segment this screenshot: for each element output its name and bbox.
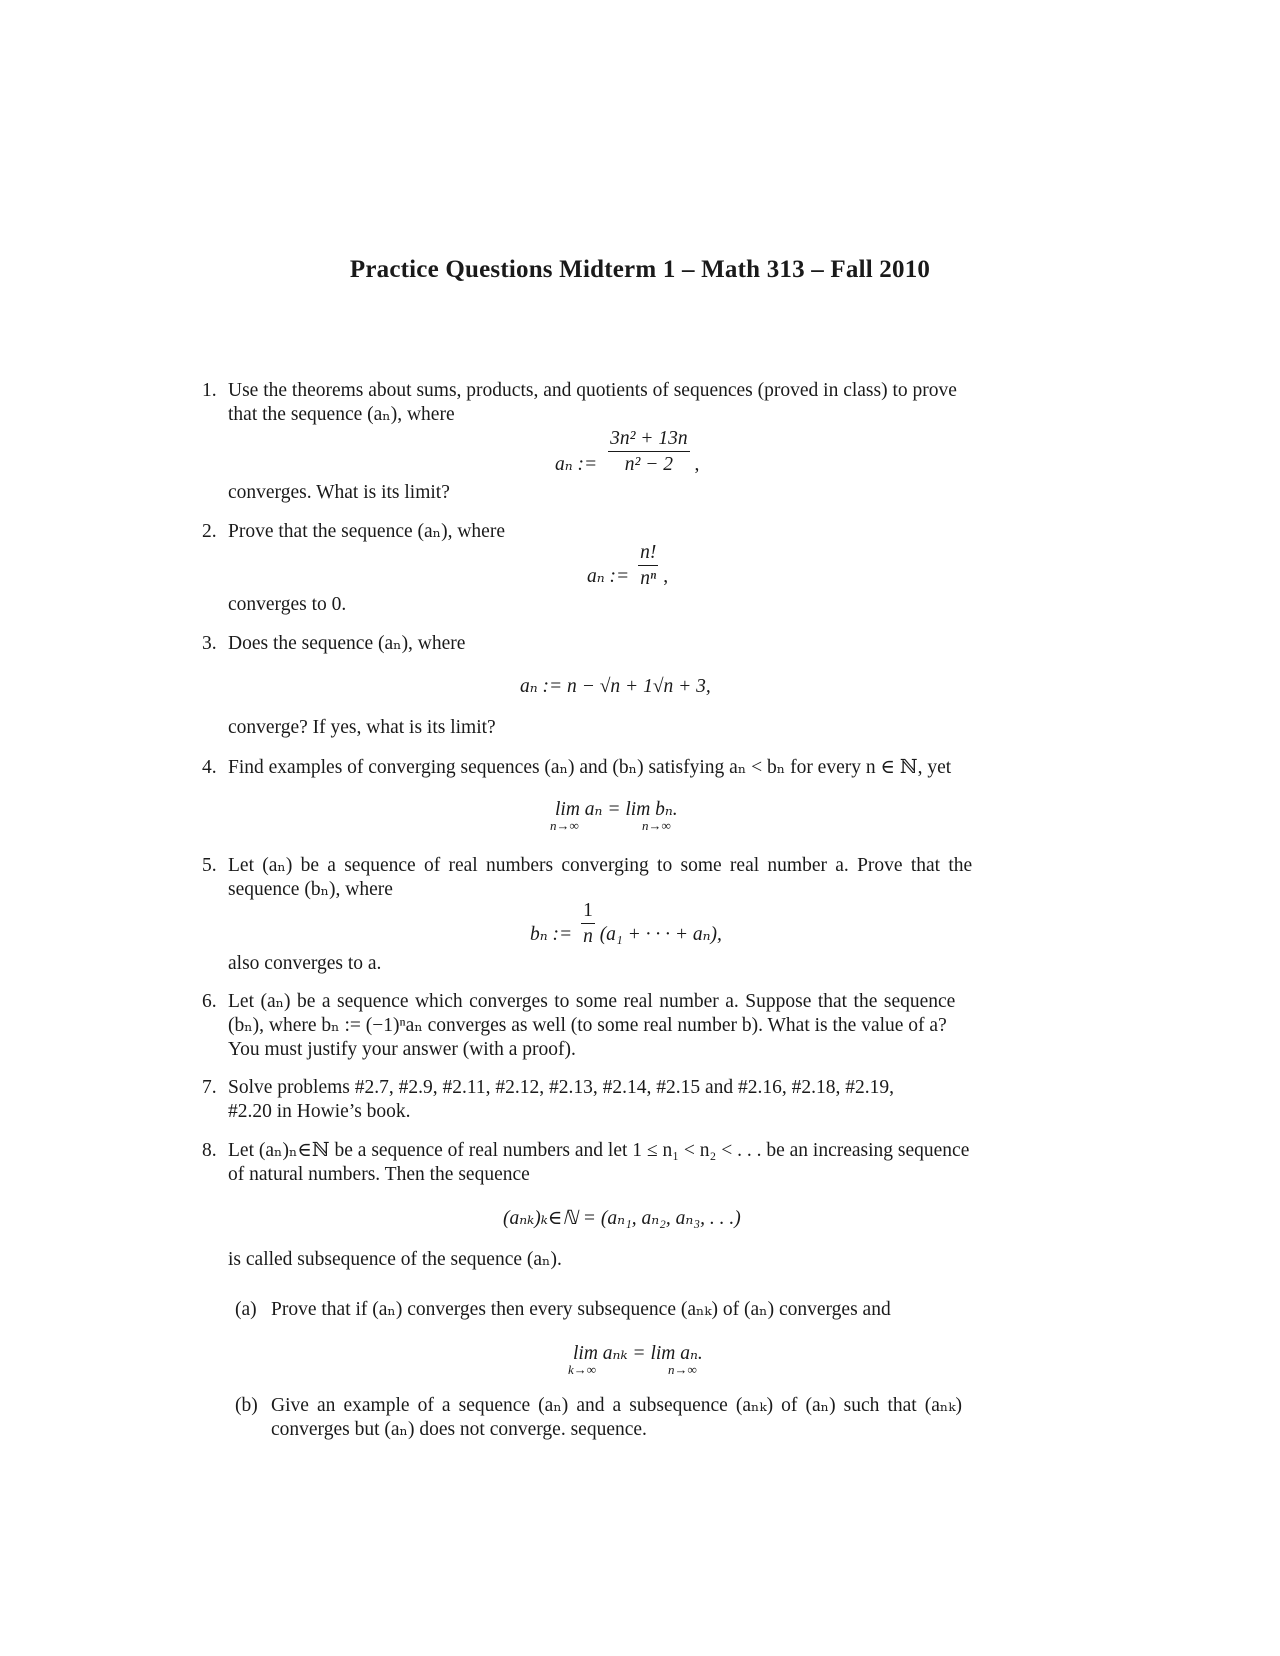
page-title: Practice Questions Midterm 1 – Math 313 – Fall 2010 — [349, 256, 931, 283]
question-1-formula — [555, 426, 699, 477]
q5-denominator: n — [583, 926, 593, 947]
question-8-after: is called subsequence of the sequence (aₙ). — [228, 1249, 562, 1270]
question-6-line-2: (bₙ), where bₙ := (−1)ⁿaₙ converges as well (to some real number b). What is the value of a? — [228, 1015, 947, 1036]
question-4-limit-left-under: n→∞ — [550, 818, 579, 833]
question-5-number: 5. — [202, 855, 217, 876]
question-8-line-2: of natural numbers. Then the sequence — [228, 1164, 530, 1185]
q1-formula-lhs: aₙ := — [555, 453, 598, 475]
question-3-formula: aₙ := n − √n + 1√n + 3, — [520, 676, 711, 697]
question-8-part-a-line-1: Prove that if (aₙ) converges then every subsequence (aₙₖ) of (aₙ) converges and — [271, 1299, 891, 1320]
question-7-line-1: Solve problems #2.7, #2.9, #2.11, #2.12, #2.13, #2.14, #2.15 and #2.16, #2.18, #2.19, — [228, 1077, 895, 1098]
question-6-line-3: You must justify your answer (with a proof). — [228, 1039, 576, 1060]
question-2-after: converges to 0. — [228, 594, 347, 615]
question-4-limit-right-under: n→∞ — [642, 818, 671, 833]
q1-denominator: n² − 2 — [624, 454, 673, 475]
question-3-after: converge? If yes, what is its limit? — [228, 717, 496, 738]
question-8-part-a-label: (a) — [235, 1299, 257, 1320]
question-8-part-b-label: (b) — [235, 1395, 258, 1416]
question-5-after: also converges to a. — [228, 953, 382, 974]
q5-numerator: 1 — [581, 898, 595, 924]
q5-fraction — [581, 898, 595, 949]
question-4-formula: lim aₙ = lim bₙ. — [555, 799, 678, 820]
question-2-formula — [587, 540, 668, 591]
question-5-line-1: Let (aₙ) be a sequence of real numbers converging to some real number a. Prove that the — [228, 855, 973, 876]
question-8-part-a-limit-left-under: k→∞ — [568, 1362, 597, 1377]
question-7-number: 7. — [202, 1077, 217, 1098]
q5-formula-lhs: bₙ := — [530, 923, 573, 945]
question-8-part-b-line-1: Give an example of a sequence (aₙ) and a subsequence (aₙₖ) of (aₙ) such that (aₙₖ) — [271, 1395, 962, 1416]
q5-formula-tail: (a₁ + · · · + aₙ), — [599, 923, 722, 945]
question-6-number: 6. — [202, 991, 217, 1012]
question-3-line-1: Does the sequence (aₙ), where — [228, 633, 466, 654]
question-5-line-2: sequence (bₙ), where — [228, 879, 393, 900]
question-3-number: 3. — [202, 633, 217, 654]
q2-formula-lhs: aₙ := — [587, 565, 630, 587]
question-2-number: 2. — [202, 521, 217, 542]
question-8-formula: (aₙₖ)ₖ∈ℕ = (aₙ₁, aₙ₂, aₙ₃, . . .) — [503, 1208, 741, 1229]
question-7-line-2: #2.20 in Howie’s book. — [228, 1101, 411, 1122]
question-1-line-2: that the sequence (aₙ), where — [228, 404, 455, 425]
question-8-number: 8. — [202, 1140, 217, 1161]
question-8-part-a-formula: lim aₙₖ = lim aₙ. — [573, 1343, 703, 1364]
q2-formula-tail: , — [663, 565, 669, 587]
question-6-line-1: Let (aₙ) be a sequence which converges to some real number a. Suppose that the sequence — [228, 991, 956, 1012]
question-1-line-1: Use the theorems about sums, products, and quotients of sequences (proved in class) to prove — [228, 380, 957, 401]
question-8-line-1: Let (aₙ)ₙ∈ℕ be a sequence of real numbers and let 1 ≤ n₁ < n₂ < . . . be an increasing sequence — [228, 1140, 970, 1161]
q1-fraction — [608, 426, 690, 477]
question-4-number: 4. — [202, 757, 217, 778]
question-5-formula — [530, 898, 722, 949]
q2-denominator: nⁿ — [640, 568, 657, 589]
question-1-after: converges. What is its limit? — [228, 482, 450, 503]
question-4-line-1: Find examples of converging sequences (aₙ) and (bₙ) satisfying aₙ < bₙ for every n ∈ ℕ, yet — [228, 757, 952, 778]
q2-fraction — [638, 540, 658, 591]
question-1-number: 1. — [202, 380, 217, 401]
question-2-line-1: Prove that the sequence (aₙ), where — [228, 521, 505, 542]
q2-numerator: n! — [638, 540, 658, 566]
q1-numerator: 3n² + 13n — [608, 426, 690, 452]
q1-formula-tail: , — [694, 453, 700, 475]
question-8-part-a-limit-right-under: n→∞ — [668, 1362, 697, 1377]
question-8-part-b-line-2: converges but (aₙ) does not converge. sequence. — [271, 1419, 647, 1440]
